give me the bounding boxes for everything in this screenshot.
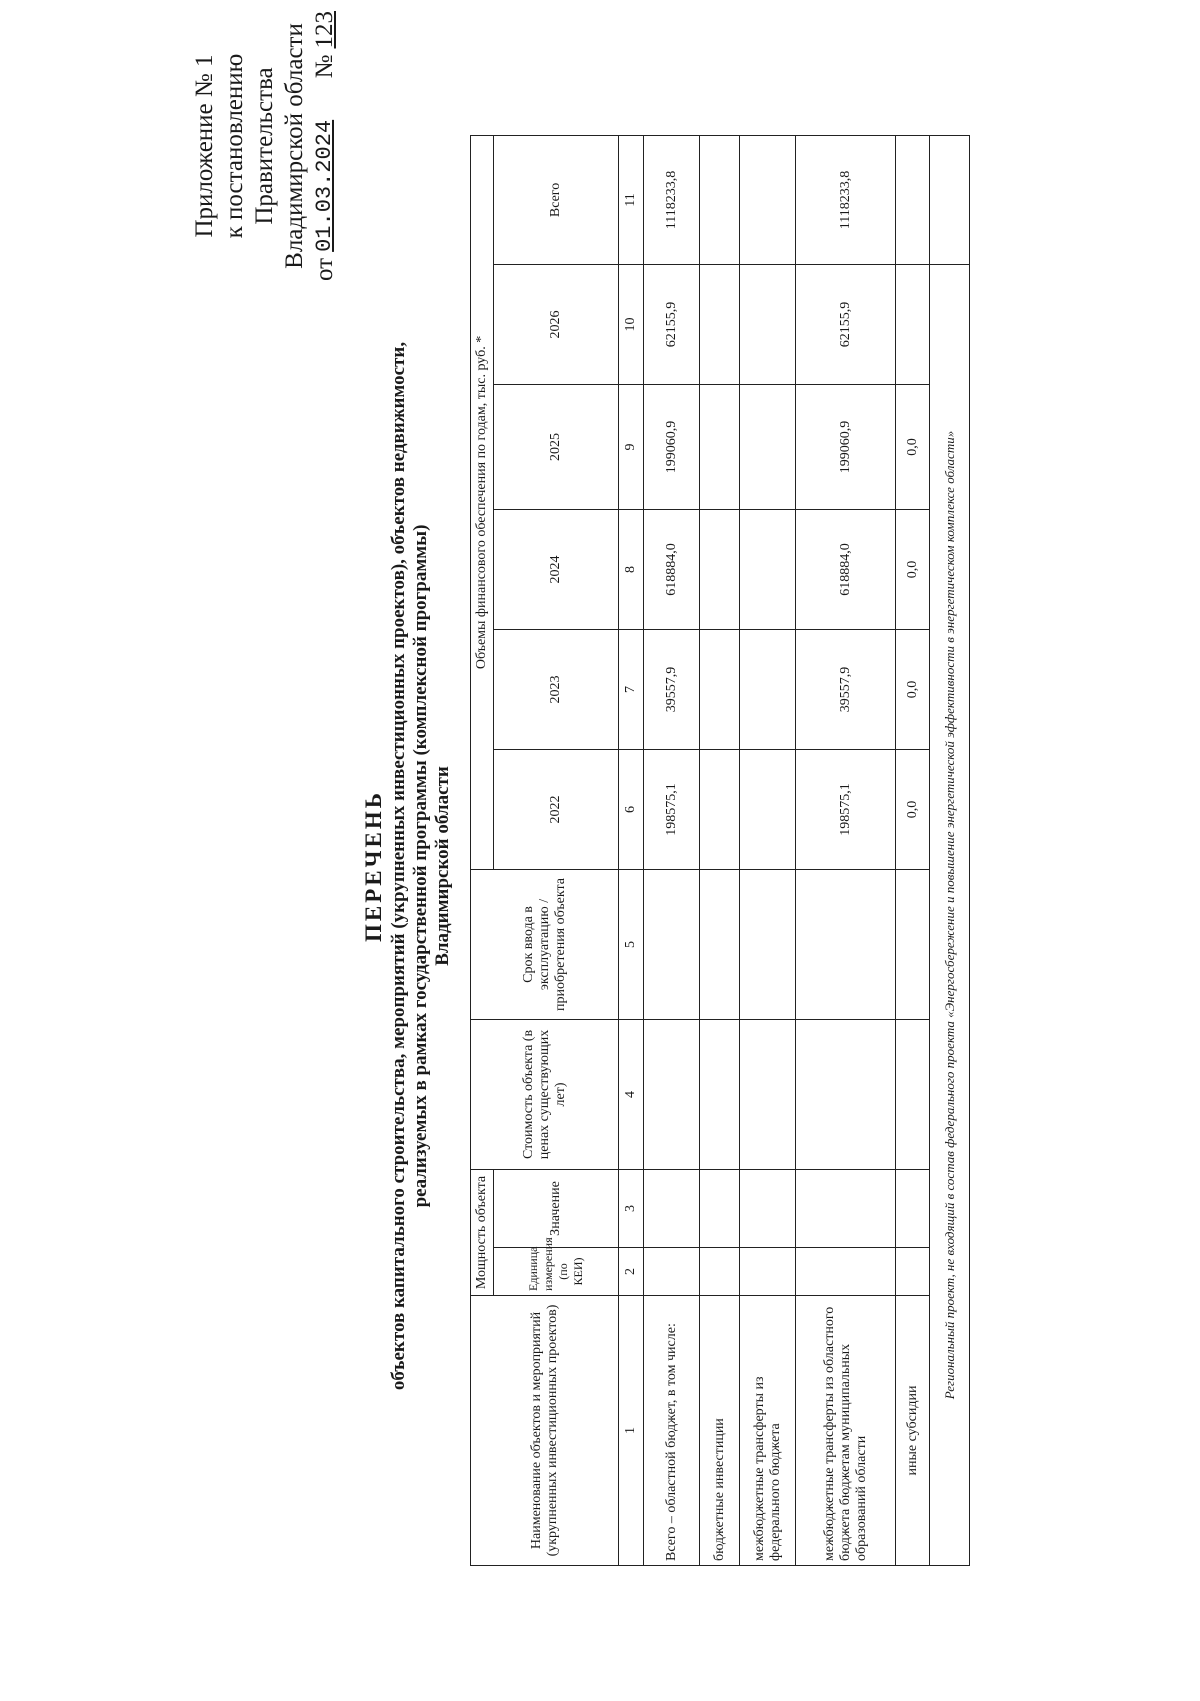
row-name: Всего – областной бюджет, в том числе: [644,1296,700,1566]
title-main: ПЕРЕЧЕНЬ [361,790,386,942]
row-value: 0,0 [896,629,930,749]
row-value: 199060,9 [796,384,896,509]
footnote-row [930,135,970,1565]
date-prefix: от [311,257,338,281]
row-value: 0,0 [896,749,930,869]
header-year-2025: 2025 [494,384,619,509]
row-value [700,509,740,629]
index-cell: 2 [619,1248,644,1296]
index-cell: 1 [619,1296,644,1566]
header-unit: Единица измерения (по КЕИ) [494,1248,619,1296]
appendix-date-line [310,11,340,281]
row-value [740,135,796,264]
row-value [700,264,740,384]
row-value: 198575,1 [796,749,896,869]
row-value: 0,0 [896,509,930,629]
row-value [740,264,796,384]
row-value: 39557,9 [796,629,896,749]
row-name: межбюджетные трансферты из федерального бюджета [740,1296,796,1566]
row-value [896,264,930,384]
row-value [740,749,796,869]
header-year-2026: 2026 [494,264,619,384]
index-cell: 9 [619,384,644,509]
row-name: бюджетные инвестиции [700,1296,740,1566]
header-year-2023: 2023 [494,629,619,749]
header-term: Срок ввода в эксплуатацию / приобретения объекта [471,869,619,1019]
appendix-title: Приложение № 1 [191,54,218,238]
footnote-text: Региональный проект, не входящий в состав федерального проекта «Энергосбережение и повышение энергетической эффективности в энергетическом комплексе области» [930,264,970,1565]
row-value: 1118233,8 [644,135,700,264]
row-value: 39557,9 [644,629,700,749]
table-row [740,135,796,1565]
objects-table [470,135,970,1566]
header-name: Наименование объектов и мероприятий (укрупненных инвестиционных проектов) [471,1296,619,1566]
title-line-1: объектов капитального строительства, мероприятий (укрупненных инвестиционных проектов), объектов недвижимости, [388,341,409,1391]
index-cell: 3 [619,1169,644,1247]
row-value: 62155,9 [796,264,896,384]
header-finance: Объемы финансового обеспечения по годам, тыс. руб. * [471,135,494,869]
header-cost: Стоимость объекта (в ценах существующих лет) [471,1019,619,1169]
table-row [896,135,930,1565]
row-value: 1118233,8 [796,135,896,264]
row-name: иные субсидии [896,1296,930,1566]
index-cell: 8 [619,509,644,629]
appendix-decree-ref: к постановлению Правительства [221,53,278,239]
decree-number: 123 [311,11,338,49]
row-name: межбюджетные трансферты из областного бюджета бюджетам муниципальных образований области [796,1296,896,1566]
row-value [896,135,930,264]
index-row [619,135,644,1565]
index-cell: 4 [619,1019,644,1169]
decree-date: 01.03.2024 [312,119,337,252]
header-capacity: Мощность объекта [471,1169,494,1295]
row-value: 62155,9 [644,264,700,384]
table-row [796,135,896,1565]
row-value [700,749,740,869]
row-value: 198575,1 [644,749,700,869]
index-cell: 5 [619,869,644,1019]
row-value [740,384,796,509]
document-title [360,291,454,1441]
row-value: 0,0 [896,384,930,509]
index-cell: 6 [619,749,644,869]
header-year-2022: 2022 [494,749,619,869]
number-prefix: № [311,54,338,79]
row-value [740,509,796,629]
row-value: 618884,0 [644,509,700,629]
appendix-block [190,11,340,281]
row-value [700,135,740,264]
header-total: Всего [494,135,619,264]
row-value: 199060,9 [644,384,700,509]
row-value: 618884,0 [796,509,896,629]
title-line-3: Владимирской области [432,766,453,966]
index-cell: 10 [619,264,644,384]
table-row [700,135,740,1565]
appendix-region: Владимирской области [281,23,308,269]
row-value [740,629,796,749]
index-cell: 11 [619,135,644,264]
header-value: Значение [494,1169,619,1247]
table-row [644,135,700,1565]
row-value [700,384,740,509]
title-line-2: реализуемых в рамках государственной программы (комплексной программы) [410,524,431,1208]
index-cell: 7 [619,629,644,749]
header-year-2024: 2024 [494,509,619,629]
row-value [700,629,740,749]
